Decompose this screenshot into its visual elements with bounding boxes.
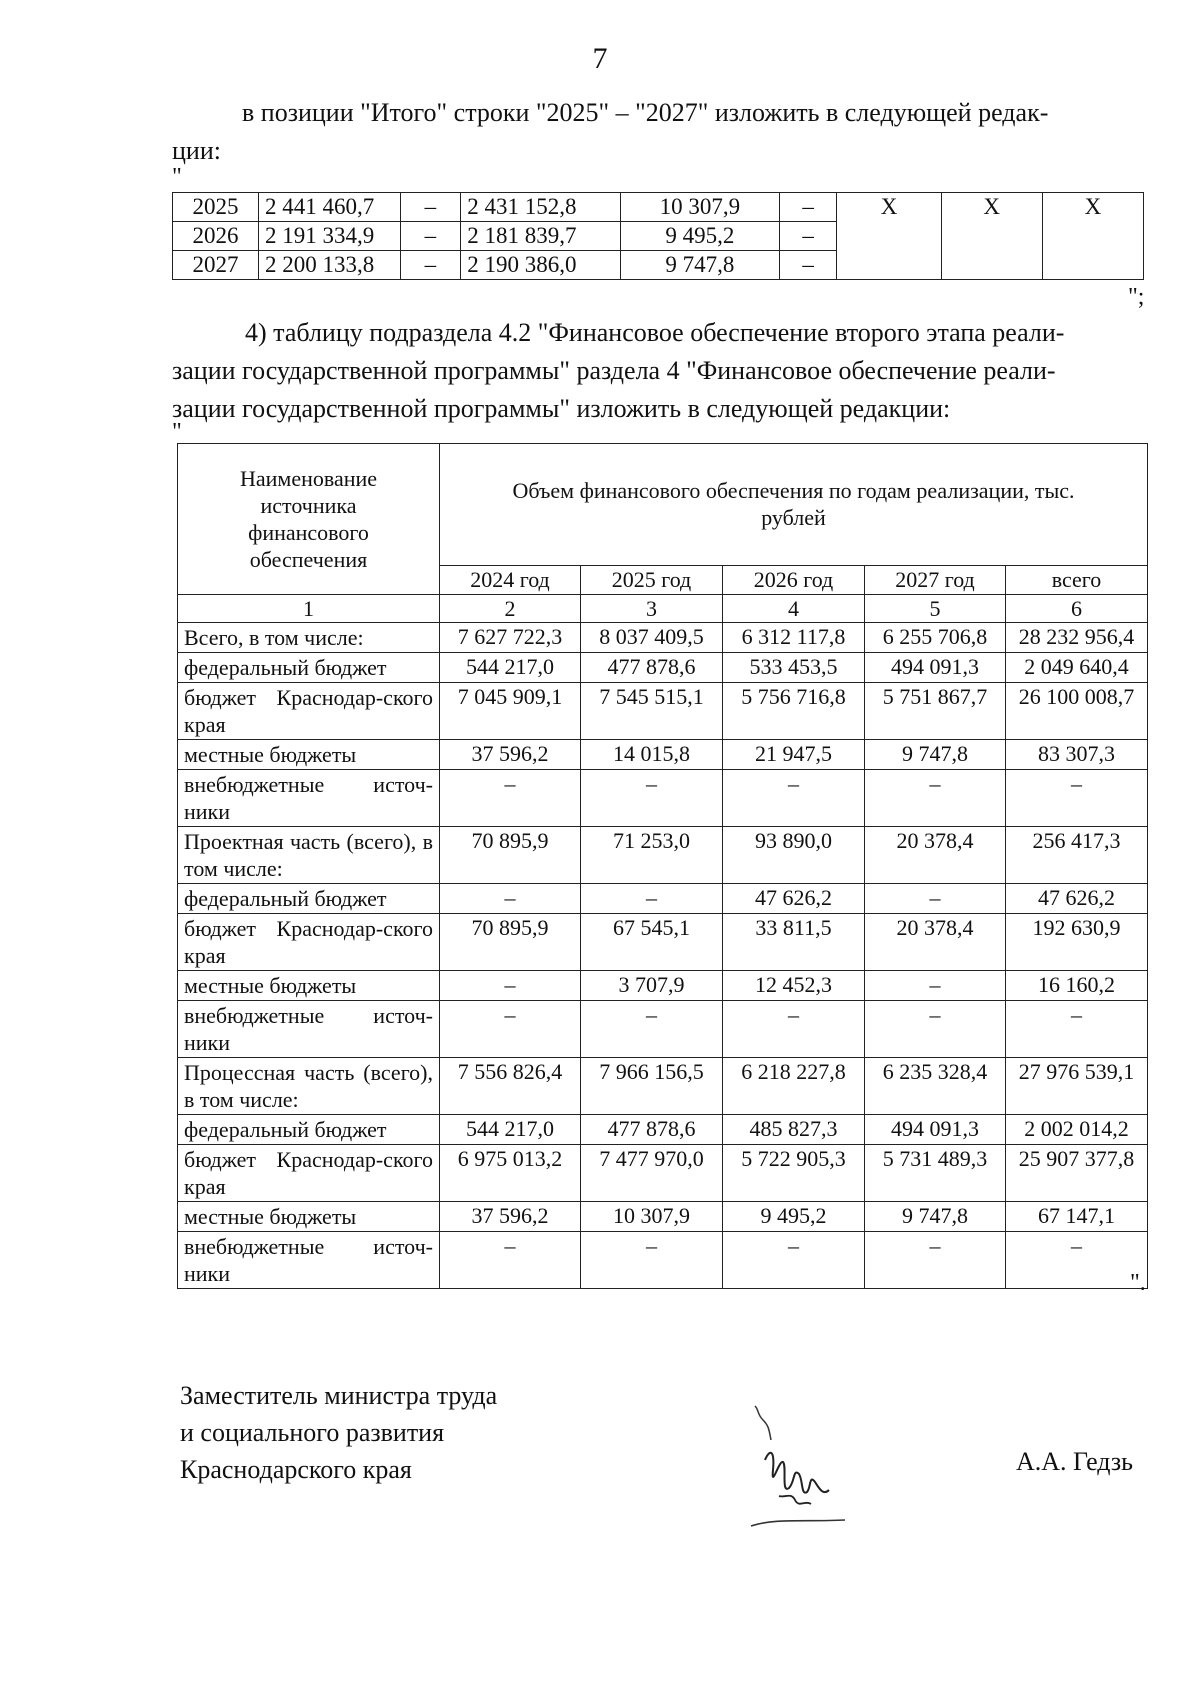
row-value: 12 452,3: [723, 971, 865, 1001]
row-value: 27 976 539,1: [1006, 1058, 1148, 1115]
table-row: [178, 770, 1148, 827]
itogo-cell-c5: –: [779, 193, 837, 222]
signer-name: А.А. Гедзь: [1016, 1447, 1133, 1476]
row-value: 70 895,9: [440, 914, 581, 971]
row-value: –: [865, 884, 1006, 914]
row-value: 67 147,1: [1006, 1202, 1148, 1232]
row-value: –: [440, 1232, 581, 1289]
intro-line-2: ции:: [172, 136, 221, 165]
row-value: 256 417,3: [1006, 827, 1148, 884]
row-value: 477 878,6: [581, 1115, 723, 1145]
financing-table: [177, 443, 1148, 1289]
signer-title-line-2: и социального развития: [180, 1418, 445, 1447]
table-row: [178, 653, 1148, 683]
row-label: Всего, в том числе:: [178, 623, 440, 653]
row-value: 9 747,8: [865, 740, 1006, 770]
row-value: 20 378,4: [865, 914, 1006, 971]
row-value: 7 045 909,1: [440, 683, 581, 740]
itogo-cell-c3: 2 181 839,7: [461, 222, 621, 251]
row-value: –: [581, 1001, 723, 1058]
row-value: 9 495,2: [723, 1202, 865, 1232]
row-value: –: [865, 1232, 1006, 1289]
row-value: –: [865, 770, 1006, 827]
itogo-cell-c4: 10 307,9: [621, 193, 780, 222]
row-value: 5 756 716,8: [723, 683, 865, 740]
row-value: –: [865, 1001, 1006, 1058]
itogo-cell-c2: –: [400, 251, 461, 280]
row-value: 26 100 008,7: [1006, 683, 1148, 740]
header-volume: Объем финансового обеспечения по годам реализации, тыс. рублей: [440, 444, 1148, 566]
row-value: 47 626,2: [1006, 884, 1148, 914]
itogo-cell-total: 2 191 334,9: [258, 222, 400, 251]
row-value: –: [440, 884, 581, 914]
row-value: 5 722 905,3: [723, 1145, 865, 1202]
row-value: –: [440, 971, 581, 1001]
row-value: –: [581, 884, 723, 914]
row-value: 25 907 377,8: [1006, 1145, 1148, 1202]
row-value: 477 878,6: [581, 653, 723, 683]
row-value: 6 975 013,2: [440, 1145, 581, 1202]
row-value: 37 596,2: [440, 1202, 581, 1232]
row-value: 7 627 722,3: [440, 623, 581, 653]
row-value: 7 545 515,1: [581, 683, 723, 740]
itogo-cell-c3: 2 431 152,8: [461, 193, 621, 222]
table-row: [178, 827, 1148, 884]
row-value: 20 378,4: [865, 827, 1006, 884]
row-value: 5 751 867,7: [865, 683, 1006, 740]
page-number: 7: [592, 42, 608, 75]
row-value: 47 626,2: [723, 884, 865, 914]
row-value: 533 453,5: [723, 653, 865, 683]
row-value: –: [581, 770, 723, 827]
table-row: [178, 1145, 1148, 1202]
row-label: местные бюджеты: [178, 740, 440, 770]
row-value: 7 556 826,4: [440, 1058, 581, 1115]
itogo-cell-total: 2 200 133,8: [258, 251, 400, 280]
row-value: –: [440, 770, 581, 827]
row-value: 7 477 970,0: [581, 1145, 723, 1202]
table-row: [178, 683, 1148, 740]
signature-mark: [745, 1400, 855, 1540]
table-row: [178, 1202, 1148, 1232]
close-quote-2: ".: [1130, 1270, 1146, 1296]
table-row: [178, 1115, 1148, 1145]
row-value: 494 091,3: [865, 1115, 1006, 1145]
row-label: внебюджетные источ-ники: [178, 770, 440, 827]
row-label: бюджет Краснодар-ского края: [178, 1145, 440, 1202]
itogo-cell-c5: –: [779, 222, 837, 251]
column-number: 3: [581, 595, 723, 623]
row-value: 28 232 956,4: [1006, 623, 1148, 653]
table-row: [178, 914, 1148, 971]
table-row: [178, 1001, 1148, 1058]
itogo-cell-c2: –: [400, 222, 461, 251]
row-value: 8 037 409,5: [581, 623, 723, 653]
header-year: 2027 год: [865, 565, 1006, 594]
open-quote-2: ": [172, 419, 182, 445]
row-value: –: [865, 971, 1006, 1001]
item4-line-2: зации государственной программы" раздела 4 "Финансовое обеспечение реали-: [172, 356, 1056, 385]
row-value: 9 747,8: [865, 1202, 1006, 1232]
row-value: –: [723, 1232, 865, 1289]
itogo-cell-year: 2025: [173, 193, 259, 222]
row-value: 544 217,0: [440, 653, 581, 683]
signer-title-line-3: Краснодарского края: [180, 1455, 412, 1484]
column-number: 5: [865, 595, 1006, 623]
header-source-name: Наименование источника финансового обеспечения: [178, 444, 440, 595]
row-label: местные бюджеты: [178, 971, 440, 1001]
itogo-cell-c2: –: [400, 193, 461, 222]
itogo-cell-total: 2 441 460,7: [258, 193, 400, 222]
table-row: [178, 1058, 1148, 1115]
item4-line-3: зации государственной программы" изложить в следующей редакции:: [172, 394, 951, 423]
itogo-x-cell: X: [1042, 193, 1143, 280]
table-row: [178, 971, 1148, 1001]
row-value: 6 312 117,8: [723, 623, 865, 653]
row-value: –: [1006, 1001, 1148, 1058]
row-value: 16 160,2: [1006, 971, 1148, 1001]
row-value: 33 811,5: [723, 914, 865, 971]
row-value: 14 015,8: [581, 740, 723, 770]
row-value: 71 253,0: [581, 827, 723, 884]
row-value: 83 307,3: [1006, 740, 1148, 770]
row-value: –: [1006, 770, 1148, 827]
itogo-x-cell: X: [837, 193, 941, 280]
row-label: бюджет Краснодар-ского края: [178, 914, 440, 971]
row-value: 2 002 014,2: [1006, 1115, 1148, 1145]
row-value: 93 890,0: [723, 827, 865, 884]
row-label: внебюджетные источ-ники: [178, 1232, 440, 1289]
row-value: 6 218 227,8: [723, 1058, 865, 1115]
row-label: федеральный бюджет: [178, 884, 440, 914]
open-quote: ": [172, 164, 182, 190]
row-value: 10 307,9: [581, 1202, 723, 1232]
row-value: –: [723, 770, 865, 827]
row-value: 485 827,3: [723, 1115, 865, 1145]
row-value: 37 596,2: [440, 740, 581, 770]
row-value: 21 947,5: [723, 740, 865, 770]
row-value: 70 895,9: [440, 827, 581, 884]
table-row: [178, 884, 1148, 914]
header-year: 2024 год: [440, 565, 581, 594]
row-label: Проектная часть (всего), в том числе:: [178, 827, 440, 884]
column-number: 4: [723, 595, 865, 623]
row-value: –: [723, 1001, 865, 1058]
intro-line-1: в позиции "Итого" строки "2025" – "2027" изложить в следующей редак-: [242, 98, 1049, 127]
row-label: бюджет Краснодар-ского края: [178, 683, 440, 740]
itogo-table: [172, 192, 1144, 280]
row-label: внебюджетные источ-ники: [178, 1001, 440, 1058]
column-number: 6: [1006, 595, 1148, 623]
header-year: 2026 год: [723, 565, 865, 594]
itogo-cell-c3: 2 190 386,0: [461, 251, 621, 280]
row-value: 6 255 706,8: [865, 623, 1006, 653]
table-row: [178, 1232, 1148, 1289]
row-value: 6 235 328,4: [865, 1058, 1006, 1115]
header-year: всего: [1006, 565, 1148, 594]
table-row: [178, 623, 1148, 653]
row-label: федеральный бюджет: [178, 1115, 440, 1145]
item4-line-1: 4) таблицу подраздела 4.2 "Финансовое обеспечение второго этапа реали-: [245, 318, 1065, 347]
itogo-cell-year: 2026: [173, 222, 259, 251]
row-value: 494 091,3: [865, 653, 1006, 683]
itogo-cell-c4: 9 495,2: [621, 222, 780, 251]
itogo-cell-year: 2027: [173, 251, 259, 280]
row-label: федеральный бюджет: [178, 653, 440, 683]
row-label: Процессная часть (всего), в том числе:: [178, 1058, 440, 1115]
signer-title-line-1: Заместитель министра труда: [180, 1381, 498, 1410]
table-row: [178, 740, 1148, 770]
row-value: 5 731 489,3: [865, 1145, 1006, 1202]
row-label: местные бюджеты: [178, 1202, 440, 1232]
row-value: 7 966 156,5: [581, 1058, 723, 1115]
close-quote-1: ";: [1128, 284, 1145, 310]
row-value: 192 630,9: [1006, 914, 1148, 971]
itogo-cell-c4: 9 747,8: [621, 251, 780, 280]
row-value: 544 217,0: [440, 1115, 581, 1145]
row-value: –: [1006, 1232, 1148, 1289]
row-value: –: [440, 1001, 581, 1058]
row-value: 2 049 640,4: [1006, 653, 1148, 683]
row-value: –: [581, 1232, 723, 1289]
row-value: 67 545,1: [581, 914, 723, 971]
itogo-cell-c5: –: [779, 251, 837, 280]
itogo-x-cell: X: [941, 193, 1042, 280]
itogo-row: [173, 193, 1144, 222]
header-year: 2025 год: [581, 565, 723, 594]
column-number: 1: [178, 595, 440, 623]
column-number: 2: [440, 595, 581, 623]
row-value: 3 707,9: [581, 971, 723, 1001]
